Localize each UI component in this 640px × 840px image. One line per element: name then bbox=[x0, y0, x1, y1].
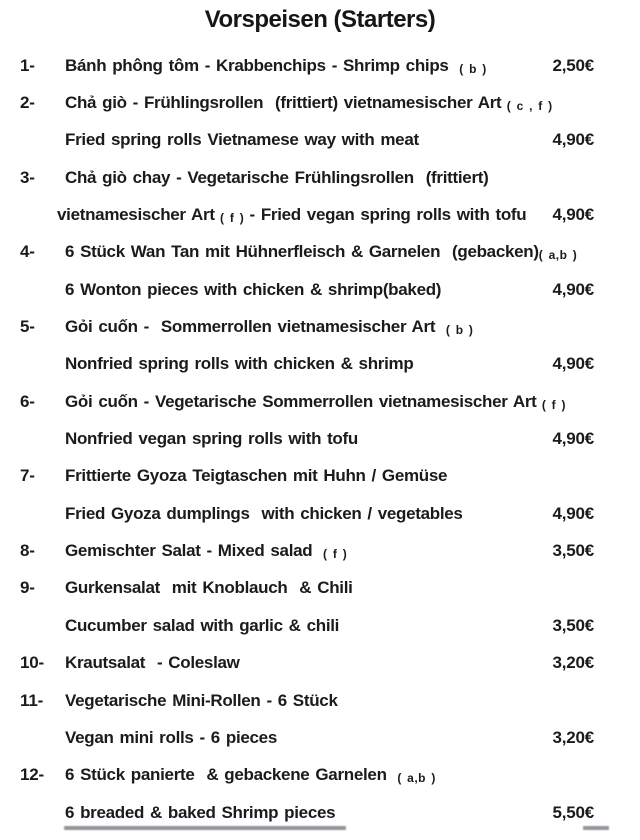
menu-row bbox=[20, 458, 594, 495]
menu-row bbox=[20, 420, 594, 457]
item-number: 4- bbox=[20, 242, 35, 262]
item-text-part: Fried Gyoza dumplings with chicken / vegetables bbox=[65, 503, 463, 523]
item-text-part: Vegan mini rolls - 6 pieces bbox=[65, 727, 277, 747]
item-text bbox=[65, 280, 441, 300]
cutoff-text-sliver-right bbox=[583, 826, 609, 830]
item-text-part: 6 Stück panierte & gebackene Garnelen bbox=[65, 765, 387, 785]
item-text bbox=[65, 317, 473, 337]
item-price: 4,90€ bbox=[548, 429, 594, 449]
item-text-part: Cucumber salad with garlic & chili bbox=[65, 615, 340, 635]
menu-row bbox=[20, 84, 594, 121]
item-text-part: Nonfried vegan spring rolls with tofu bbox=[65, 429, 358, 449]
item-text-part: Chả giò chay - Vegetarische Frühlingsrollen (frittiert) bbox=[65, 167, 489, 187]
item-number: 2- bbox=[20, 93, 35, 113]
item-text bbox=[65, 392, 566, 412]
allergen-code: ( c , f ) bbox=[501, 99, 553, 114]
item-price: 3,50€ bbox=[548, 541, 594, 561]
menu-row bbox=[20, 645, 594, 682]
item-number: 6- bbox=[20, 391, 35, 411]
menu-row bbox=[20, 570, 594, 607]
item-number: 5- bbox=[20, 317, 35, 337]
menu-row bbox=[20, 122, 594, 159]
item-text bbox=[57, 205, 526, 225]
allergen-code: ( f ) bbox=[214, 211, 250, 226]
page-title: Vorspeisen (Starters) bbox=[204, 6, 436, 33]
item-text bbox=[65, 56, 487, 76]
allergen-code: ( b ) bbox=[435, 323, 474, 338]
item-price: 4,90€ bbox=[548, 205, 594, 225]
item-text bbox=[65, 541, 347, 561]
item-text bbox=[65, 130, 419, 150]
menu-row bbox=[20, 532, 594, 569]
allergen-code: ( a,b ) bbox=[386, 771, 436, 786]
item-text-part: vietnamesischer Art bbox=[57, 205, 215, 225]
item-text bbox=[65, 93, 553, 113]
menu-row bbox=[20, 495, 594, 532]
item-number: 3- bbox=[20, 167, 35, 187]
item-text-part: 6 Stück Wan Tan mit Hühnerfleisch & Garnelen (gebacken) bbox=[65, 242, 539, 262]
item-price: 4,90€ bbox=[548, 280, 594, 300]
item-price: 3,50€ bbox=[548, 616, 594, 636]
item-text bbox=[65, 504, 463, 524]
item-text bbox=[65, 728, 277, 748]
item-text-part: - Fried vegan spring rolls with tofu bbox=[249, 205, 527, 225]
item-number: 10- bbox=[20, 653, 44, 673]
allergen-code: ( f ) bbox=[312, 547, 348, 562]
item-text bbox=[65, 466, 447, 486]
item-price: 2,50€ bbox=[548, 56, 594, 76]
item-text bbox=[65, 242, 577, 262]
item-text-part: Krautsalat - Coleslaw bbox=[65, 653, 240, 673]
menu-list bbox=[20, 47, 594, 831]
menu-row bbox=[20, 346, 594, 383]
item-text bbox=[65, 803, 335, 823]
allergen-code: ( a,b ) bbox=[538, 248, 578, 263]
item-text bbox=[65, 354, 413, 374]
item-text-part: Gemischter Salat - Mixed salad bbox=[65, 541, 313, 561]
item-text-part: Vegetarische Mini-Rollen - 6 Stück bbox=[65, 690, 338, 710]
allergen-code: ( b ) bbox=[448, 61, 487, 76]
item-price: 4,90€ bbox=[548, 130, 594, 150]
item-text bbox=[65, 765, 436, 785]
cutoff-text-sliver-left bbox=[64, 826, 346, 830]
item-text-part: Chả giò - Frühlingsrollen (frittiert) vietnamesischer Art bbox=[65, 93, 502, 113]
menu-row bbox=[20, 308, 594, 345]
menu-row bbox=[20, 271, 594, 308]
item-text-part: Gỏi cuốn - Vegetarische Sommerrollen vietnamesischer Art bbox=[65, 391, 537, 411]
item-text bbox=[65, 578, 353, 598]
item-text-part: Bánh phông tôm - Krabbenchips - Shrimp chips bbox=[65, 55, 449, 75]
menu-row bbox=[20, 719, 594, 756]
item-number: 12- bbox=[20, 765, 44, 785]
menu-row bbox=[20, 757, 594, 794]
item-number: 11- bbox=[20, 690, 44, 710]
item-price: 5,50€ bbox=[548, 803, 594, 823]
item-text-part: Frittierte Gyoza Teigtaschen mit Huhn / Gemüse bbox=[65, 466, 448, 486]
item-price: 3,20€ bbox=[548, 653, 594, 673]
item-number: 7- bbox=[20, 466, 35, 486]
item-text-part: 6 breaded & baked Shrimp pieces bbox=[65, 802, 336, 822]
menu-row bbox=[20, 607, 594, 644]
item-text-part: Nonfried spring rolls with chicken & shrimp bbox=[65, 354, 414, 374]
item-text bbox=[65, 691, 338, 711]
menu-row bbox=[20, 159, 594, 196]
item-number: 1- bbox=[20, 55, 35, 75]
allergen-code: ( f ) bbox=[536, 397, 567, 412]
menu-row bbox=[20, 47, 594, 84]
item-text bbox=[65, 429, 358, 449]
item-text bbox=[65, 168, 489, 188]
item-number: 9- bbox=[20, 578, 35, 598]
item-price: 3,20€ bbox=[548, 728, 594, 748]
item-price: 4,90€ bbox=[548, 354, 594, 374]
item-text-part: Gỏi cuốn - Sommerrollen vietnamesischer Art bbox=[65, 317, 436, 337]
item-text-part: Gurkensalat mit Knoblauch & Chili bbox=[65, 578, 353, 598]
item-text-part: 6 Wonton pieces with chicken & shrimp(baked) bbox=[65, 279, 442, 299]
item-text-part: Fried spring rolls Vietnamese way with meat bbox=[65, 130, 419, 150]
item-price: 4,90€ bbox=[548, 504, 594, 524]
menu-row bbox=[20, 196, 594, 233]
item-text bbox=[65, 653, 240, 673]
menu-row bbox=[20, 234, 594, 271]
menu-row bbox=[20, 682, 594, 719]
item-number: 8- bbox=[20, 541, 35, 561]
menu-row bbox=[20, 383, 594, 420]
item-text bbox=[65, 616, 339, 636]
